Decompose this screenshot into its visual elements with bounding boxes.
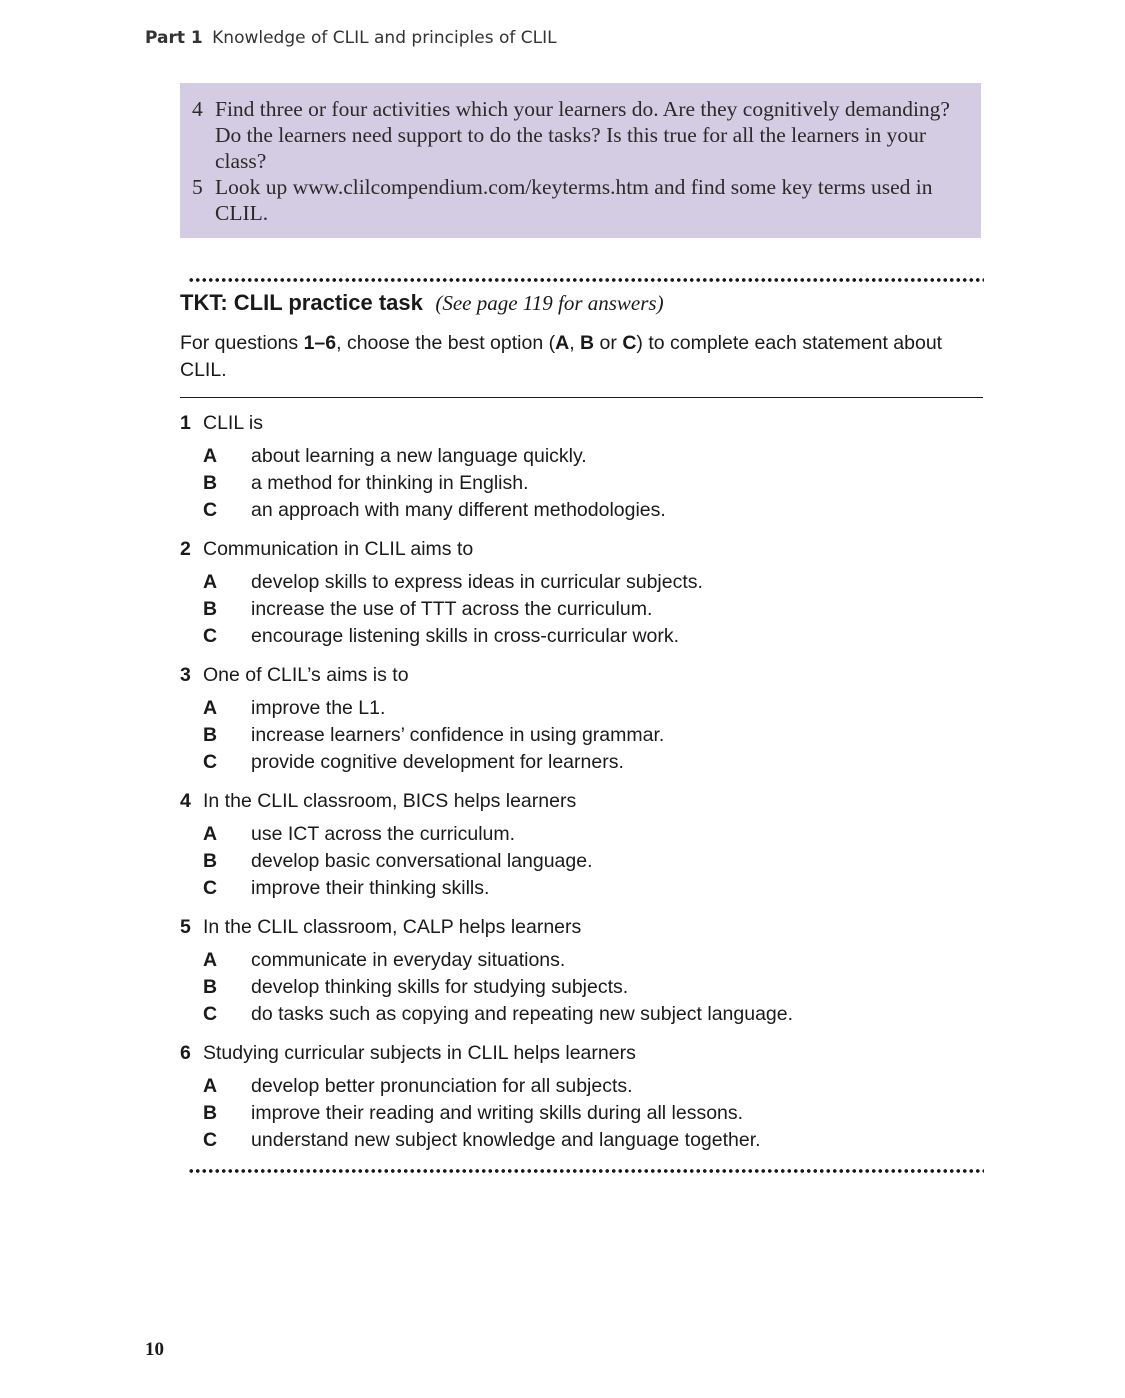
dotted-divider-top (188, 278, 984, 282)
instructions-text: , choose the best option ( (336, 332, 556, 354)
option-letter: A (203, 445, 218, 467)
follow-up-item (192, 174, 967, 226)
option-c (180, 623, 980, 650)
option-text: develop basic conversational language. (251, 850, 593, 872)
question-stem (180, 1040, 980, 1067)
question-3 (180, 662, 980, 788)
chapter-title: Knowledge of CLIL and principles of CLIL (212, 28, 557, 48)
option-letter: C (203, 1129, 218, 1151)
option-c (180, 1001, 980, 1028)
option-c (180, 875, 980, 902)
option-letter: C (203, 877, 218, 899)
question-5 (180, 914, 980, 1040)
question-list (180, 410, 980, 1166)
question-text: CLIL is (203, 412, 263, 434)
option-letter: B (203, 976, 218, 998)
option-letter: A (203, 949, 218, 971)
option-b (180, 470, 980, 497)
instructions-option-a: A (555, 332, 570, 354)
horizontal-rule (180, 397, 983, 398)
dotted-divider-bottom (188, 1169, 984, 1173)
option-letter: A (203, 1075, 218, 1097)
question-4 (180, 788, 980, 914)
running-head (145, 28, 557, 48)
task-heading: TKT: CLIL practice task (180, 290, 423, 315)
option-text: improve the L1. (251, 697, 386, 719)
instructions-text: or (594, 332, 623, 354)
option-text: develop better pronunciation for all subjects. (251, 1075, 633, 1097)
option-text: do tasks such as copying and repeating new subject language. (251, 1003, 794, 1025)
option-text: use ICT across the curriculum. (251, 823, 516, 845)
instructions-option-c: C (622, 332, 637, 354)
question-number: 1 (180, 412, 191, 434)
option-letter: C (203, 1003, 218, 1025)
follow-up-number: 4 (192, 97, 203, 121)
option-text: increase learners’ confidence in using grammar. (251, 724, 665, 746)
question-text: Studying curricular subjects in CLIL helps learners (203, 1042, 636, 1064)
part-label: Part 1 (145, 28, 203, 48)
option-b (180, 974, 980, 1001)
question-stem (180, 536, 980, 563)
option-letter: B (203, 598, 218, 620)
option-text: develop thinking skills for studying subjects. (251, 976, 629, 998)
option-text: an approach with many different methodologies. (251, 499, 666, 521)
option-text: communicate in everyday situations. (251, 949, 566, 971)
option-text: develop skills to express ideas in curricular subjects. (251, 571, 703, 593)
option-a (180, 443, 980, 470)
option-b (180, 1100, 980, 1127)
question-stem (180, 662, 980, 689)
option-text: provide cognitive development for learners. (251, 751, 624, 773)
follow-up-item (192, 96, 967, 174)
follow-up-text: Look up www.clilcompendium.com/keyterms.htm and find some key terms used in CLIL. (215, 175, 933, 225)
option-text: improve their thinking skills. (251, 877, 490, 899)
option-letter: C (203, 499, 218, 521)
follow-up-text: Find three or four activities which your learners do. Are they cognitively demanding? Do the learners need support to do the tasks? Is this true for all the learners in your class? (215, 97, 950, 173)
question-number: 6 (180, 1042, 191, 1064)
option-letter: B (203, 850, 218, 872)
option-b (180, 848, 980, 875)
question-number: 2 (180, 538, 191, 560)
option-a (180, 947, 980, 974)
option-b (180, 596, 980, 623)
option-letter: A (203, 571, 218, 593)
option-text: improve their reading and writing skills during all lessons. (251, 1102, 744, 1124)
option-letter: C (203, 625, 218, 647)
option-text: increase the use of TTT across the curriculum. (251, 598, 653, 620)
option-text: a method for thinking in English. (251, 472, 529, 494)
option-letter: B (203, 1102, 218, 1124)
instructions-text: , (569, 332, 581, 354)
question-text: One of CLIL’s aims is to (203, 664, 409, 686)
option-text: understand new subject knowledge and language together. (251, 1129, 761, 1151)
question-number: 4 (180, 790, 191, 812)
option-letter: C (203, 751, 218, 773)
option-a (180, 1073, 980, 1100)
task-instructions (180, 330, 980, 384)
option-c (180, 749, 980, 776)
option-c (180, 1127, 980, 1154)
question-text: In the CLIL classroom, CALP helps learners (203, 916, 582, 938)
task-title (180, 290, 664, 316)
question-text: Communication in CLIL aims to (203, 538, 474, 560)
question-1 (180, 410, 980, 536)
instructions-option-b: B (580, 332, 595, 354)
question-number: 3 (180, 664, 191, 686)
follow-up-number: 5 (192, 175, 203, 199)
option-b (180, 722, 980, 749)
question-number: 5 (180, 916, 191, 938)
question-text: In the CLIL classroom, BICS helps learners (203, 790, 577, 812)
answers-note: (See page 119 for answers) (435, 291, 664, 315)
option-letter: A (203, 697, 218, 719)
question-stem (180, 410, 980, 437)
option-letter: B (203, 472, 218, 494)
option-letter: A (203, 823, 218, 845)
option-a (180, 569, 980, 596)
instructions-range: 1–6 (303, 332, 337, 354)
option-text: encourage listening skills in cross-curricular work. (251, 625, 680, 647)
option-text: about learning a new language quickly. (251, 445, 587, 467)
instructions-text: ) to complete each statement about CLIL. (180, 332, 943, 381)
instructions-text: For questions (180, 332, 304, 354)
page-number: 10 (145, 1339, 164, 1360)
question-6 (180, 1040, 980, 1166)
option-a (180, 695, 980, 722)
question-stem (180, 788, 980, 815)
question-stem (180, 914, 980, 941)
option-c (180, 497, 980, 524)
follow-up-box (180, 83, 981, 238)
question-2 (180, 536, 980, 662)
option-letter: B (203, 724, 218, 746)
option-a (180, 821, 980, 848)
